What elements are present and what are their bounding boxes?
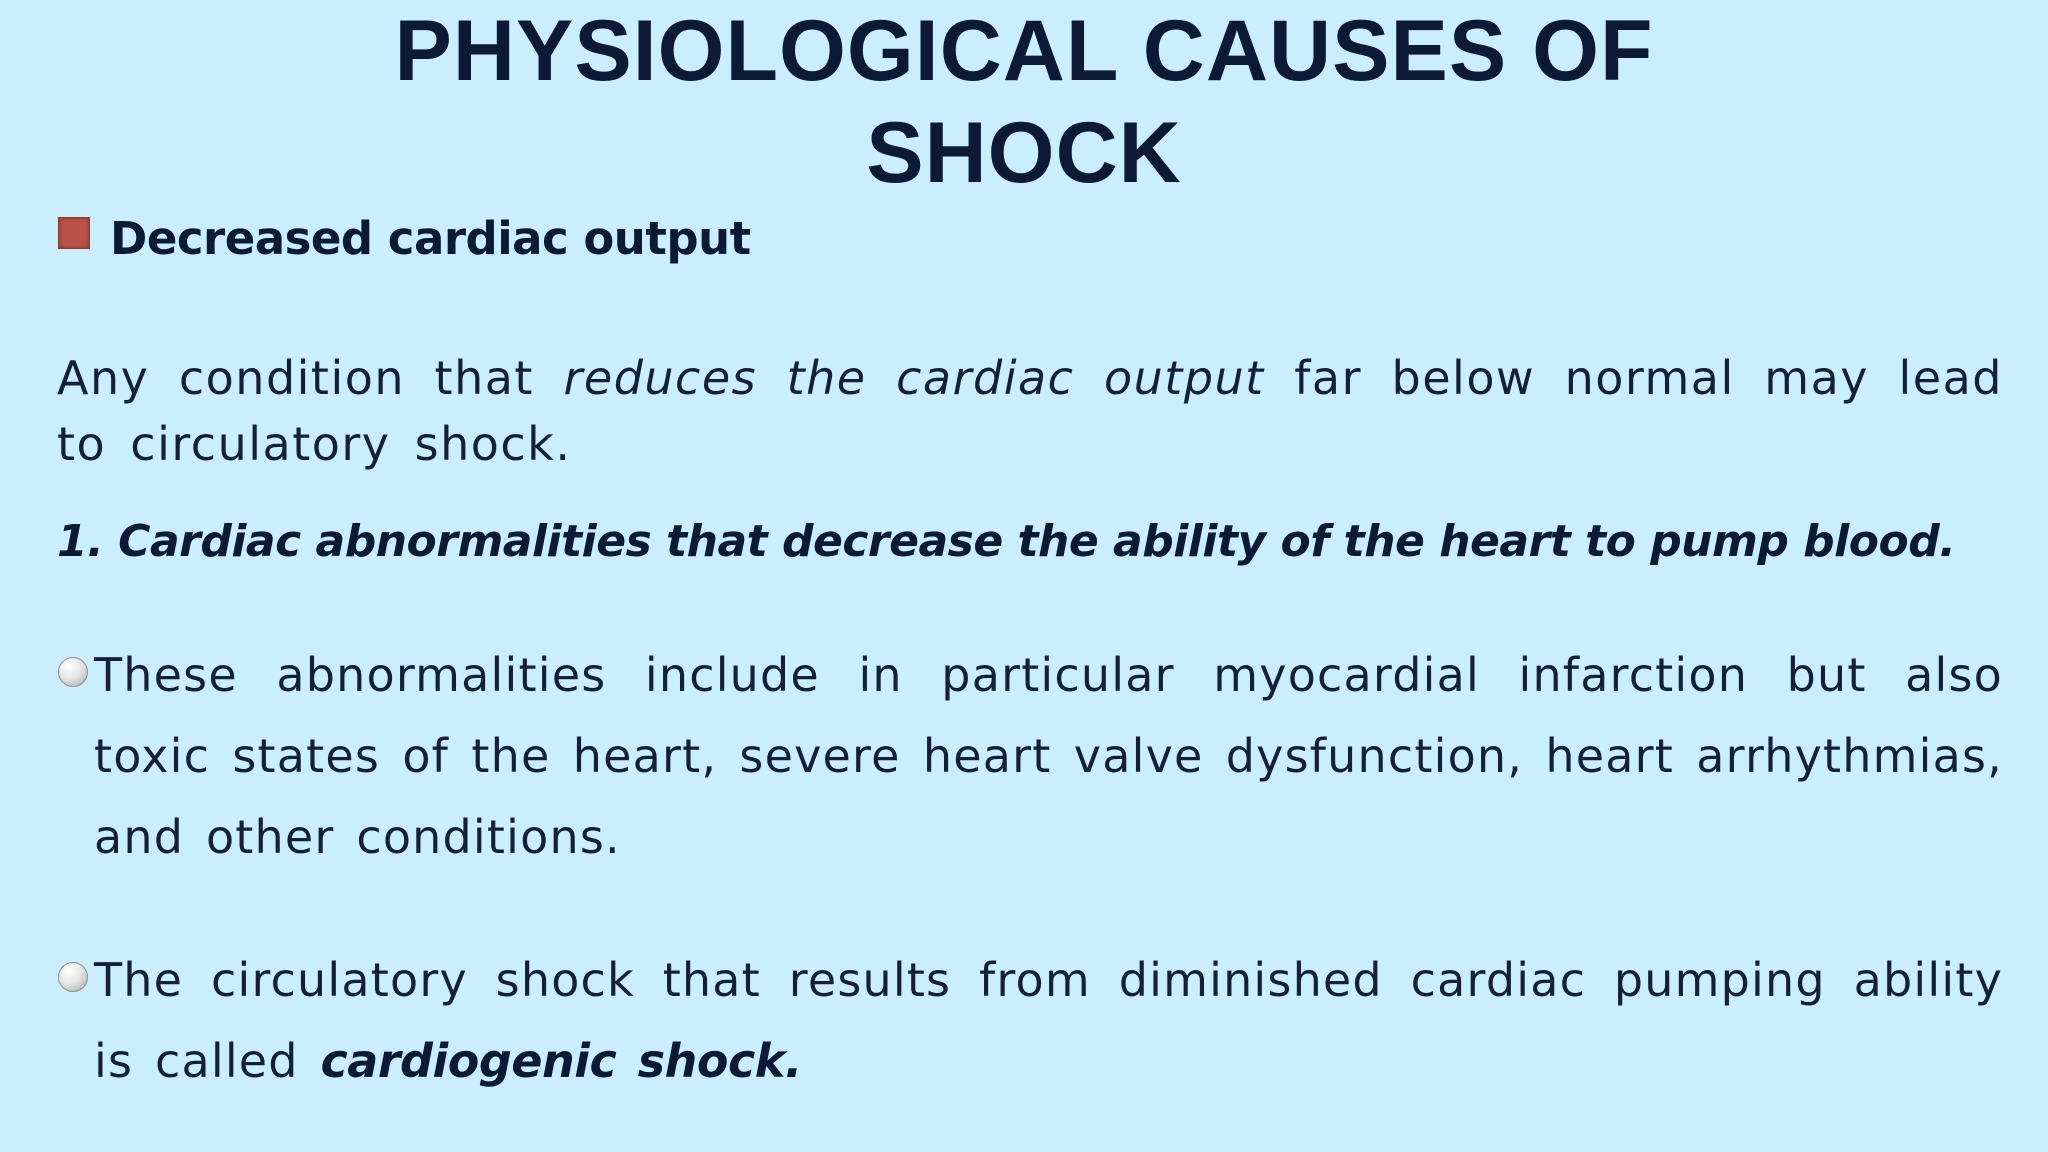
bullet-text: These abnormalities include in particular myocardial infarction but also toxic states of the heart, severe heart valve dysfunction, heart arrhythmias, and other conditions. [94, 648, 2003, 864]
square-bullet-icon [58, 217, 90, 249]
round-bullet-icon [58, 657, 88, 687]
slide-title [0, 0, 2048, 204]
round-bullet-icon [58, 962, 88, 992]
intro-text-after: far below normal may lead to circulatory shock. [57, 351, 2003, 471]
bullet-item [58, 940, 2003, 1102]
intro-paragraph [57, 345, 2003, 477]
intro-text-before: Any condition that [57, 351, 564, 405]
numbered-point: 1. Cardiac abnormalities that decrease the ability of the heart to pump blood. [57, 516, 1956, 567]
section-heading-text: Decreased cardiac output [110, 212, 751, 265]
bullet-item [58, 635, 2003, 878]
section-heading [58, 212, 751, 265]
slide-title-line-2: SHOCK [866, 105, 1182, 201]
bullet-text-plain: The circulatory shock that results from diminished cardiac pumping ability is called [94, 953, 2003, 1088]
slide-title-line-1: PHYSIOLOGICAL CAUSES OF [394, 3, 1654, 99]
bullet-text [94, 940, 2003, 1102]
intro-emphasis: reduces the cardiac output [563, 351, 1265, 405]
bullet-text-bold: cardiogenic shock. [320, 1034, 802, 1088]
